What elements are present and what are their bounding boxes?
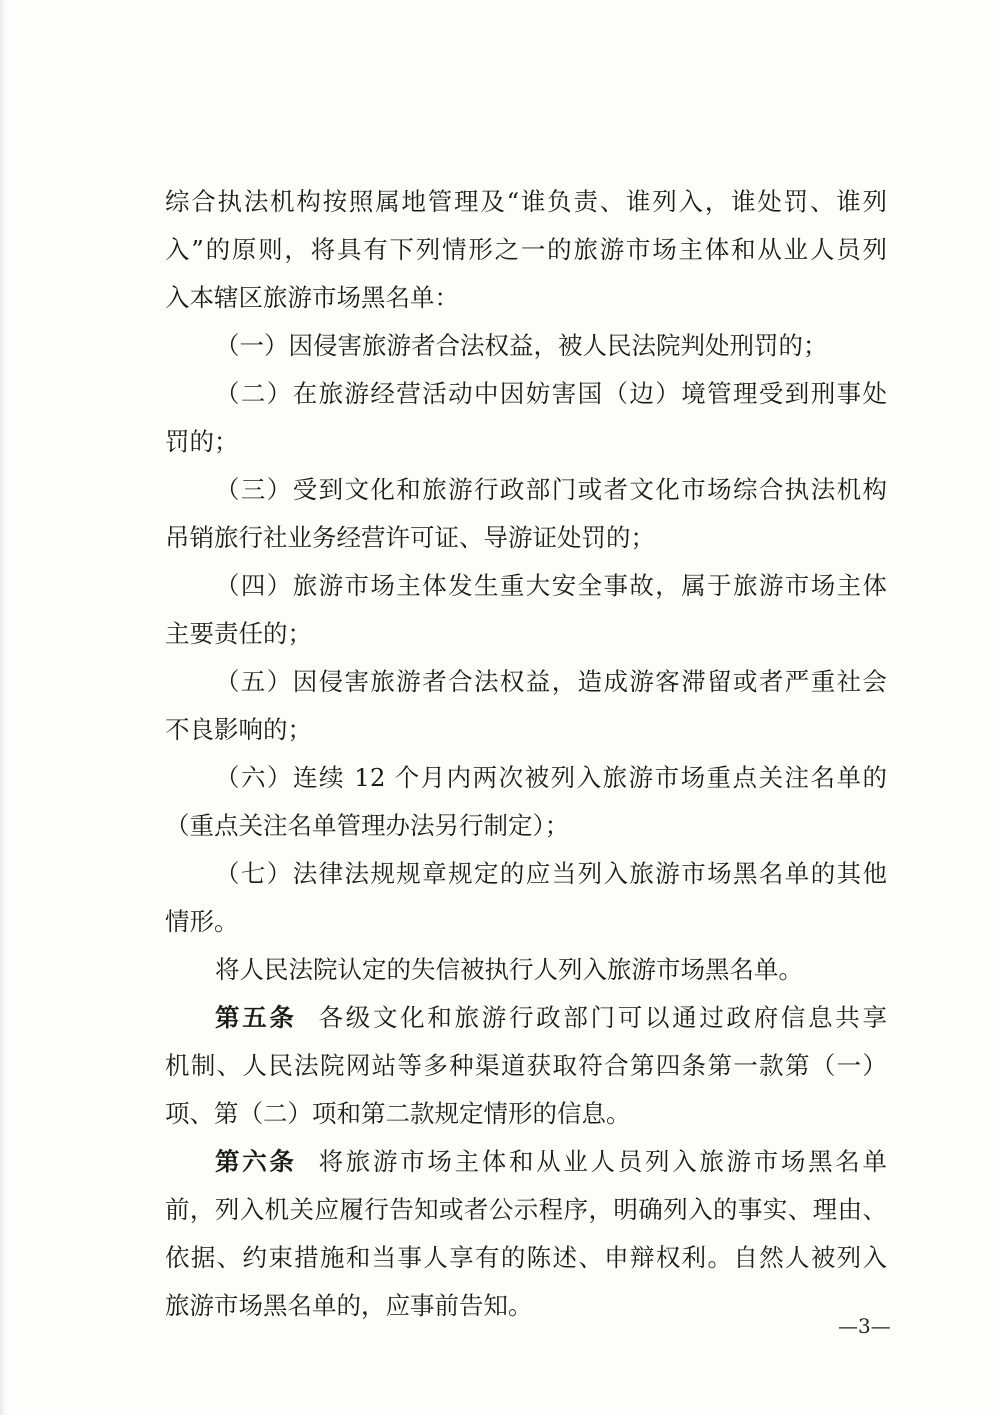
scan-edge [0,0,6,1415]
paragraph-line: 入”的原则，将具有下列情形之一的旅游市场主体和从业人员列 [165,235,887,264]
paragraph-line: 旅游市场黑名单的，应事前告知。 [165,1291,533,1320]
paragraph-line: 项、第（二）项和第二款规定情形的信息。 [165,1099,631,1128]
list-item-2-cont: 罚的； [165,427,239,456]
list-item-3-cont: 吊销旅行社业务经营许可证、导游证处罚的； [165,523,655,552]
paragraph-line: 将人民法院认定的失信被执行人列入旅游市场黑名单。 [215,955,803,984]
list-item-7: （七）法律法规规章规定的应当列入旅游市场黑名单的其他 [215,859,887,888]
paragraph-line: 依据、约束措施和当事人享有的陈述、申辩权利。自然人被列入 [165,1243,887,1272]
list-item-5-cont: 不良影响的； [165,715,312,744]
list-item-4-cont: 主要责任的； [165,619,312,648]
paragraph-line: 前，列入机关应履行告知或者公示程序，明确列入的事实、理由、 [165,1195,887,1224]
paragraph-line: 综合执法机构按照属地管理及“谁负责、谁列入，谁处罚、谁列 [165,187,887,216]
list-item-6-cont: （重点关注名单管理办法另行制定）； [165,811,570,840]
list-item-3: （三）受到文化和旅游行政部门或者文化市场综合执法机构 [215,475,887,504]
list-item-5: （五）因侵害旅游者合法权益，造成游客滞留或者严重社会 [215,667,887,696]
document-body [165,178,887,1330]
article-6-line [165,1138,887,1186]
article-5-line [165,994,887,1042]
list-item-6: （六）连续 12 个月内两次被列入旅游市场重点关注名单的 [215,763,887,792]
paragraph-line: 机制、人民法院网站等多种渠道获取符合第四条第一款第（一） [165,1051,887,1080]
article-5-title: 第五条 [215,1003,297,1032]
article-5-text: 各级文化和旅游行政部门可以通过政府信息共享 [318,1003,888,1032]
page-number: —3— [838,1314,891,1338]
list-item-7-cont: 情形。 [165,907,239,936]
paragraph-line: 入本辖区旅游市场黑名单： [165,283,459,312]
article-6-text: 将旅游市场主体和从业人员列入旅游市场黑名单 [318,1147,888,1176]
list-item-2: （二）在旅游经营活动中因妨害国（边）境管理受到刑事处 [215,379,887,408]
list-item-4: （四）旅游市场主体发生重大安全事故，属于旅游市场主体 [215,571,887,600]
list-item-1: （一）因侵害旅游者合法权益，被人民法院判处刑罚的； [215,331,828,360]
article-6-title: 第六条 [215,1147,297,1176]
